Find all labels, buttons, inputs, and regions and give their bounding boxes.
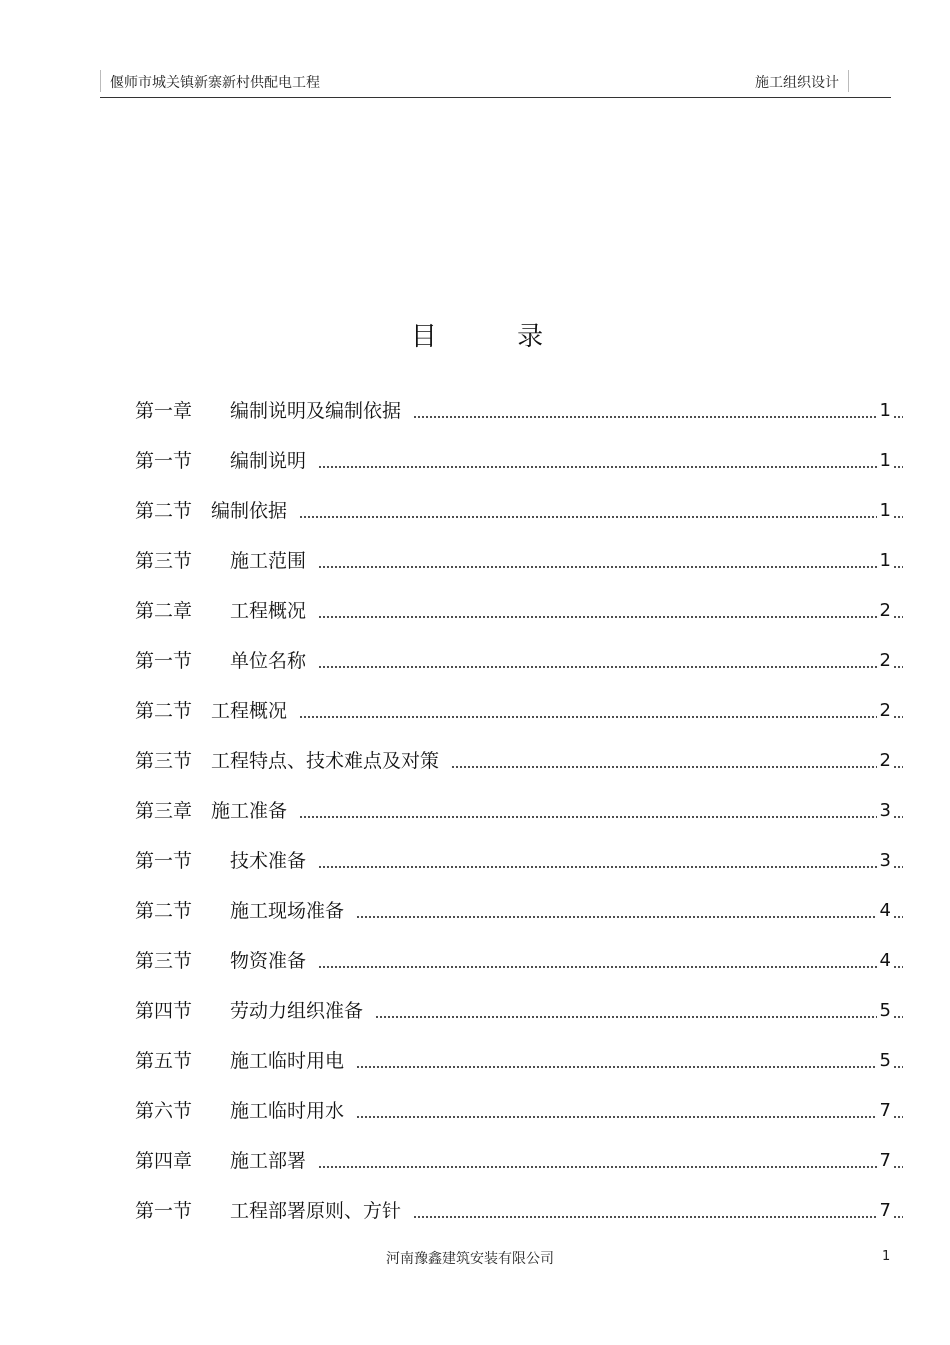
toc-dot-leader [318,966,877,968]
toc-dot-tail [893,816,903,818]
toc-dot-leader [318,566,877,568]
toc-entry-label: 第二章 工程概况 [135,600,307,622]
toc-dot-tail [893,616,903,618]
toc-entry-page: 3 [879,850,891,871]
toc-entry[interactable] [135,398,905,448]
header-document-type: 施工组织设计 [755,75,839,91]
toc-entry-page: 7 [879,1100,891,1121]
toc-dot-leader [318,1166,877,1168]
toc-dot-leader [413,416,877,418]
toc-entry-page: 4 [879,950,891,971]
toc-entry[interactable] [135,848,905,898]
toc-dot-tail [893,916,903,918]
toc-entry-label: 第四章 施工部署 [135,1150,307,1172]
toc-entry-page: 7 [879,1200,891,1221]
toc-entry[interactable] [135,1048,905,1098]
toc-dot-tail [893,1216,903,1218]
toc-dot-leader [318,866,877,868]
header-rule [100,97,891,98]
toc-entry[interactable] [135,748,905,798]
toc-dot-tail [893,1116,903,1118]
toc-entry[interactable] [135,698,905,748]
toc-dot-leader [318,616,877,618]
toc-entry[interactable] [135,948,905,998]
toc-entry-label: 第三节 工程特点、技术难点及对策 [135,750,440,772]
toc-dot-leader [299,516,877,518]
toc-entry[interactable] [135,598,905,648]
toc-entry[interactable] [135,498,905,548]
toc-entry[interactable] [135,548,905,598]
table-of-contents [135,398,905,1248]
toc-dot-leader [299,816,877,818]
toc-entry-label: 第三章 施工准备 [135,800,288,822]
toc-entry-page: 2 [879,600,891,621]
toc-entry-label: 第一章 编制说明及编制依据 [135,400,402,422]
toc-dot-leader [356,1066,877,1068]
toc-entry-page: 5 [879,1000,891,1021]
toc-entry-label: 第三节 施工范围 [135,550,307,572]
toc-dot-leader [299,716,877,718]
toc-dot-tail [893,516,903,518]
toc-entry-page: 2 [879,700,891,721]
toc-dot-leader [356,916,877,918]
toc-dot-leader [413,1216,877,1218]
header-left-tick [100,70,101,92]
toc-entry-label: 第二节 编制依据 [135,500,288,522]
toc-entry-label: 第一节 编制说明 [135,450,307,472]
toc-entry[interactable] [135,448,905,498]
toc-dot-tail [893,1016,903,1018]
toc-entry-label: 第四节 劳动力组织准备 [135,1000,364,1022]
toc-dot-leader [318,666,877,668]
toc-entry-label: 第一节 单位名称 [135,650,307,672]
toc-entry[interactable] [135,648,905,698]
toc-dot-leader [318,466,877,468]
toc-dot-tail [893,416,903,418]
toc-entry-page: 1 [879,400,891,421]
toc-entry[interactable] [135,1098,905,1148]
toc-entry-page: 1 [879,450,891,471]
toc-entry-page: 1 [879,550,891,571]
toc-entry-page: 1 [879,500,891,521]
toc-dot-leader [451,766,877,768]
toc-dot-tail [893,466,903,468]
toc-entry-label: 第一节 工程部署原则、方针 [135,1200,402,1222]
toc-dot-leader [356,1116,877,1118]
toc-entry[interactable] [135,998,905,1048]
toc-dot-tail [893,566,903,568]
toc-entry-label: 第二节 工程概况 [135,700,288,722]
toc-dot-tail [893,766,903,768]
toc-entry-page: 5 [879,1050,891,1071]
toc-entry-page: 2 [879,750,891,771]
header-project-name: 偃师市城关镇新寨新村供配电工程 [110,75,320,91]
toc-entry-label: 第二节 施工现场准备 [135,900,345,922]
toc-dot-leader [375,1016,877,1018]
header-right-tick [848,70,849,92]
toc-entry-label: 第三节 物资准备 [135,950,307,972]
toc-entry-page: 4 [879,900,891,921]
toc-dot-tail [893,666,903,668]
page-header [100,70,891,98]
toc-entry[interactable] [135,1198,905,1248]
toc-title: 目 录 [410,322,580,352]
toc-entry[interactable] [135,1148,905,1198]
toc-dot-tail [893,966,903,968]
toc-dot-tail [893,716,903,718]
toc-dot-tail [893,1066,903,1068]
toc-entry[interactable] [135,898,905,948]
toc-entry-page: 7 [879,1150,891,1171]
toc-entry[interactable] [135,798,905,848]
toc-entry-page: 2 [879,650,891,671]
toc-entry-label: 第五节 施工临时用电 [135,1050,345,1072]
footer-page-number: 1 [882,1249,891,1264]
toc-entry-page: 3 [879,800,891,821]
toc-entry-label: 第一节 技术准备 [135,850,307,872]
footer-company-name: 河南豫鑫建筑安装有限公司 [386,1251,554,1267]
toc-dot-tail [893,1166,903,1168]
toc-entry-label: 第六节 施工临时用水 [135,1100,345,1122]
toc-dot-tail [893,866,903,868]
